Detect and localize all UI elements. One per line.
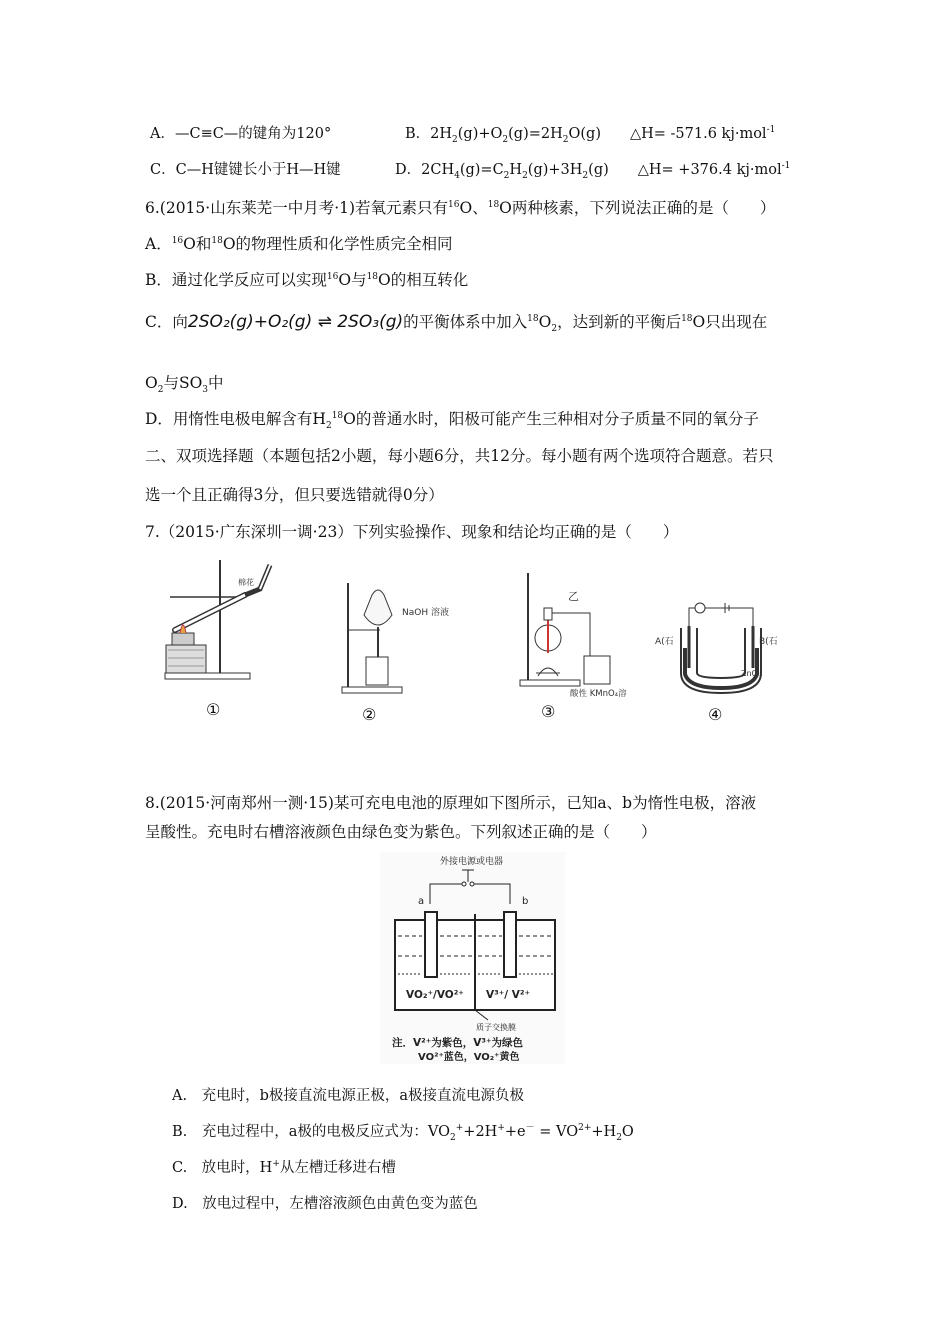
q6-option-b: B．通过化学反应可以实现$^{16}$O与$^{18}$O的相互转化 (145, 271, 469, 289)
q5-option-b: B．$2H_2(g)+O_2(g)=2H_2O(g)$ △H= -571.6 kj·mol$^{-1}$ (405, 125, 776, 145)
q7-caption-4: ④ (708, 705, 723, 724)
fig4-left: A(石 (655, 637, 674, 647)
section2-heading: 二、双项选择题（本题包括2小题，每小题6分，共12分。每小题有两个选项符合题意。若只 (145, 447, 774, 465)
q7-stem: 7.（2015·广东深圳一调·23）下列实验操作、现象和结论均正确的是（ ） (145, 523, 679, 541)
fig2-label: NaOH 溶液 (402, 608, 449, 618)
q8-fig-membrane: 质子交换膜 (476, 1023, 516, 1032)
equilibrium-equation: 2SO₂(g)+O₂(g) ⇌ 2SO₃(g) (187, 312, 404, 332)
q8-fig-b: b (522, 896, 529, 907)
q7-figure-4 (655, 598, 785, 698)
q5-option-d: D．$2CH_4(g)=C_2H_2(g)+3H_2(g)$ △H= +376.4 kj·mol$^{-1}$ (395, 161, 791, 181)
q6-option-c-continued: $O_2$与$SO_3$中 (145, 374, 224, 396)
q6-option-d: D．用惰性电极电解含有$H_2^{18}O$的普通水时，阳极可能产生三种相对分子质量不同的氧分子 (145, 410, 759, 432)
q5-option-c: C．C—H键键长小于H—H键 (150, 162, 341, 178)
q8-fig-top: 外接电源或电器 (440, 857, 504, 867)
fig3-label-bottom: 酸性 KMnO₄溶 (570, 689, 627, 698)
q8-battery-diagram (380, 852, 565, 1064)
q8-fig-left-label: VO₂⁺/VO²⁺ (406, 989, 464, 1001)
q8-option-a: A. 充电时，b极接直流电源正极，a极接直流电源负极 (172, 1088, 525, 1104)
q8-fig-right-label: V³⁺/ V²⁺ (486, 989, 531, 1001)
q8-fig-a: a (418, 896, 425, 907)
q6-stem: 6.(2015·山东莱芜一中月考·1)若氧元素只有$^{16}$O、$^{18}$O两种核素，下列说法正确的是（ ） (145, 199, 776, 217)
q6-option-a: A．$^{16}$O和$^{18}$O的物理性质和化学性质完全相同 (145, 235, 453, 253)
q8-option-b: B. 充电过程中，a极的电极反应式为：$VO_2^++2H^++e^- = VO^{2+}+H_2O$ (172, 1123, 634, 1143)
q5-option-a: A．—C≡C—的键角为120° (150, 126, 332, 142)
fig1-label: 棉花 (238, 578, 254, 587)
q8-option-d: D. 放电过程中，左槽溶液颜色由黄色变为蓝色 (172, 1196, 478, 1212)
q7-figure-3 (510, 568, 650, 698)
q7-figure-1 (160, 555, 290, 715)
q8-stem-line1: 8.(2015·河南郑州一测·15)某可充电电池的原理如下图所示，已知a、b为惰性电极，溶液 (145, 794, 757, 812)
q8-option-c: C. 放电时，H+从左槽迁移进右槽 (172, 1159, 396, 1176)
q8-stem-line2: 呈酸性。充电时右槽溶液颜色由绿色变为紫色。下列叙述正确的是（ ） (145, 823, 657, 841)
fig4-solution: ZnCl₂ (741, 669, 763, 678)
fig3-label-top: 乙 (568, 590, 579, 603)
q6-option-c: C．向2SO₂(g)+O₂(g) ⇌ 2SO₃(g)的平衡体系中加入$^{18}O_2$，达到新的平衡后$^{18}$O只出现在 (145, 312, 768, 335)
q7-caption-3: ③ (541, 702, 556, 721)
q8-fig-note2: VO²⁺蓝色，VO₂⁺黄色 (418, 1052, 520, 1063)
q8-fig-note1: 注．V²⁺为紫色，V³⁺为绿色 (392, 1037, 524, 1049)
q7-figure-2 (340, 575, 470, 695)
q7-caption-2: ② (362, 705, 377, 724)
section2-heading-cont: 选一个且正确得3分，但只要选错就得0分） (145, 486, 444, 504)
fig4-right: B(石 (759, 637, 778, 647)
q7-caption-1: ① (206, 700, 221, 719)
